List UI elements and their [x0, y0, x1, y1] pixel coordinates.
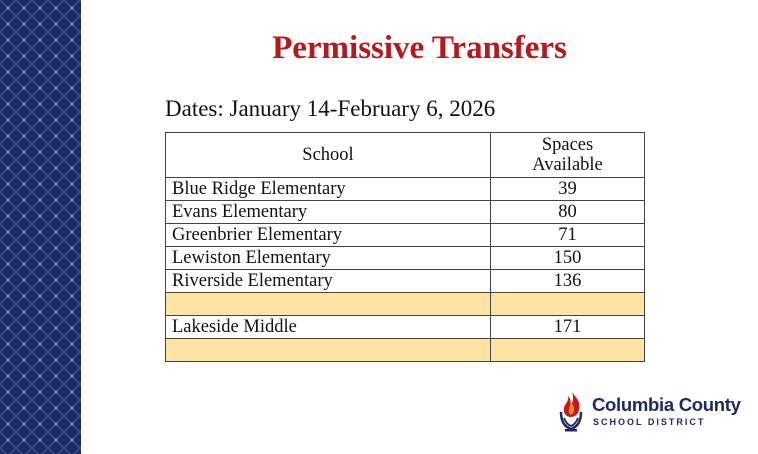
table-row — [166, 270, 645, 293]
spaces-cell — [491, 293, 645, 316]
table-row — [166, 224, 645, 247]
header-spaces-available — [491, 133, 645, 178]
table-row — [166, 201, 645, 224]
table-row-blank — [166, 293, 645, 316]
table-row-blank — [166, 339, 645, 362]
school-cell: Lakeside Middle — [166, 316, 491, 339]
table-row — [166, 178, 645, 201]
header-school: School — [166, 133, 491, 178]
school-cell: Evans Elementary — [166, 201, 491, 224]
spaces-cell: 171 — [491, 316, 645, 339]
spaces-cell: 39 — [491, 178, 645, 201]
table-row — [166, 247, 645, 270]
logo-name: Columbia County — [592, 394, 741, 415]
spaces-cell — [491, 339, 645, 362]
spaces-cell: 150 — [491, 247, 645, 270]
table-header-row — [166, 133, 645, 178]
school-cell: Riverside Elementary — [166, 270, 491, 293]
school-cell: Blue Ridge Elementary — [166, 178, 491, 201]
spaces-cell: 80 — [491, 201, 645, 224]
school-cell — [166, 293, 491, 316]
spaces-cell: 136 — [491, 270, 645, 293]
transfers-table — [165, 132, 645, 362]
patterned-sidebar — [0, 0, 81, 454]
school-cell: Lewiston Elementary — [166, 247, 491, 270]
slide-title: Permissive Transfers — [272, 30, 567, 66]
district-logo — [555, 390, 750, 434]
header-spaces-line1: Spaces — [541, 135, 594, 155]
dates-line: Dates: January 14-February 6, 2026 — [165, 96, 496, 121]
logo-subtitle: SCHOOL DISTRICT — [593, 417, 706, 427]
table-row — [166, 316, 645, 339]
school-cell — [166, 339, 491, 362]
torch-flame-icon — [555, 390, 587, 432]
header-spaces-line2: Available — [532, 155, 603, 175]
school-cell: Greenbrier Elementary — [166, 224, 491, 247]
spaces-cell: 71 — [491, 224, 645, 247]
